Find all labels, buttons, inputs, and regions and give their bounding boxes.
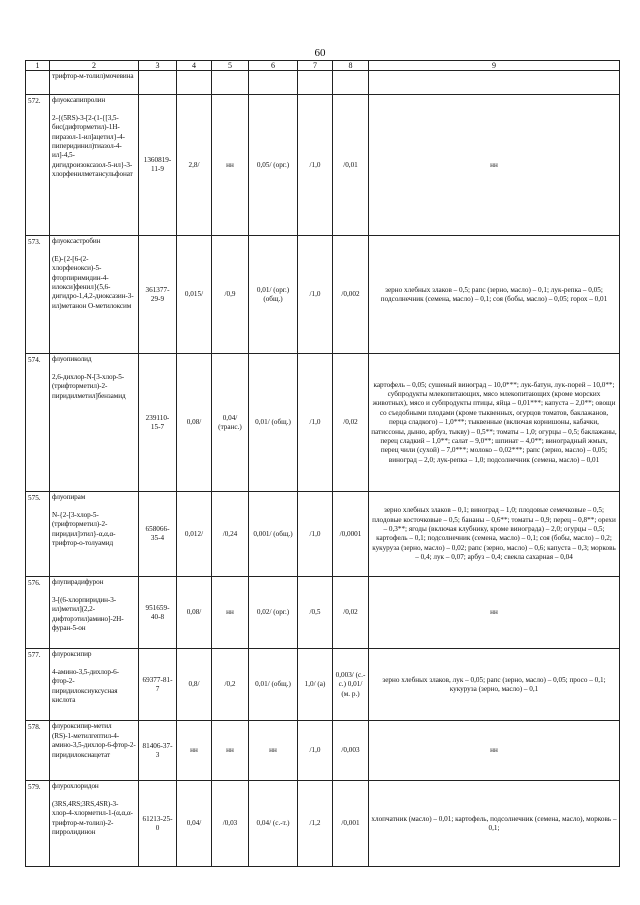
cell-col8: /0,002 xyxy=(333,236,369,354)
cell-col9 xyxy=(369,71,620,95)
row-number: 573. xyxy=(26,236,50,354)
common-name: флуопирам xyxy=(52,493,86,502)
chemical-name: 2-{(5RS)-3-[2-(1-{[3,5-бис(дифторметил)-1H-пиразол-1-ил]ацетил}-4-пиперидинил)тиазол-4-ил]-4,5-дигидроизоксазол-5-ил}-3-хлорфенилметансульфонат xyxy=(52,113,133,179)
table-row xyxy=(26,354,620,492)
cell-col9: нн xyxy=(369,721,620,781)
cell-col5: 0,04/ (транс.) xyxy=(212,354,249,492)
cell-col7: 1,0/ (а) xyxy=(298,649,333,721)
row-number: 576. xyxy=(26,577,50,649)
cell-col7: /0,5 xyxy=(298,577,333,649)
cell-col7: /1,0 xyxy=(298,354,333,492)
pesticide-table xyxy=(25,60,620,867)
chemical-name: 2,6-дихлор-N-[3-хлор-5-(трифторметил)-2-пиридилметил]бензамид xyxy=(52,372,126,400)
cell-col6: нн xyxy=(249,721,298,781)
cell-col9: нн xyxy=(369,577,620,649)
cell-col8: /0,02 xyxy=(333,354,369,492)
cell-col4: 0,015/ xyxy=(177,236,212,354)
cell-col8: /0,003 xyxy=(333,721,369,781)
header-cell: 1 xyxy=(26,61,50,71)
cell-col8: /0,02 xyxy=(333,577,369,649)
cell-col6: 0,04/ (с.-т.) xyxy=(249,781,298,867)
row-number: 574. xyxy=(26,354,50,492)
cell-col9: зерно хлебных злаков – 0,1; виноград – 1,0; плодовые семечковые – 0,5; плодовые косточковые – 0,5; бананы – 0,6**; томаты – 0,9; перец – 0,8**; орехи – 0,3**; ягоды (включая клубнику, кроме винограда) – 2,0; огурцы – 0,5; картофель – 0,1; подсолнечник (семена, масло) – 0,1; соя (бобы, масло) – 0,2; кукуруза (зерно, масло) – 0,02; рапс (зерно, масло) – 0,6; капуста – 0,3; морковь – 0,4; лук – 0,07; арбуз – 0,4; свекла сахарная – 0,04 xyxy=(369,492,620,577)
cell-col6: 0,01/ (общ.) xyxy=(249,354,298,492)
cell-col8: /0,0001 xyxy=(333,492,369,577)
table-row xyxy=(26,649,620,721)
cell-col9: картофель – 0,05; сушеный виноград – 10,0***; лук-батун, лук-порей – 10,0**; субпродукты млекопитающих, мясо млекопитающих (кроме морских животных), мясо и субпродукты птицы, яйца – 0,01***; капуста – 2,0**; овощи со съедобными плодами (кроме тыквенных, огурцов томатов, баклажанов, перца сладкого) – 1,0***; тыквенные (включая корнишоны, кабачки, патиссоны, дыню, арбуз, тыкву) – 0,5**; томаты – 1,0; огурцы – 0,5; баклажаны, перец сладкий – 1,0**; салат – 9,0**; шпинат – 4,0**; виноградный жмых, перец чили (сухой) – 7,0***; молоко – 0,02***; рапс (зерно, масло) – 0,05; виноград – 2,0; лук-репка – 1,0; подсолнечник (семена, масло) – 0,01 xyxy=(369,354,620,492)
substance-name xyxy=(50,95,139,236)
chemical-name: (3RS,4RS;3RS,4SR)-3-хлор-4-хлорметил-1-(α,α,α-трифтор-м-толил)-2-пирролидинон xyxy=(52,799,133,837)
row-number: 579. xyxy=(26,781,50,867)
substance-name xyxy=(50,649,139,721)
substance-name xyxy=(50,71,139,95)
row-number xyxy=(26,71,50,95)
cell-col4: нн xyxy=(177,721,212,781)
cas-number: 69377-81-7 xyxy=(139,649,177,721)
cas-number: 1360819-11-9 xyxy=(139,95,177,236)
chemical-name: трифтор-м-толил)мочевина xyxy=(52,72,134,81)
cell-col7 xyxy=(298,71,333,95)
substance-name xyxy=(50,721,139,781)
cell-col5: нн xyxy=(212,721,249,781)
cell-col6: 0,01/ (орг.) (общ.) xyxy=(249,236,298,354)
chemical-name: (RS)-1-метилгептил-4-амино-3,5-дихлор-6-фтор-2-пиридилоксиацетат xyxy=(52,731,136,759)
table-row xyxy=(26,236,620,354)
row-number: 578. xyxy=(26,721,50,781)
cell-col8: /0,001 xyxy=(333,781,369,867)
common-name: флуоксастробин xyxy=(52,237,101,246)
cell-col4 xyxy=(177,71,212,95)
common-name: флупирадифурон xyxy=(52,578,104,587)
header-cell: 8 xyxy=(333,61,369,71)
page-number: 60 xyxy=(314,47,326,59)
cell-col5: нн xyxy=(212,577,249,649)
cell-col9: нн xyxy=(369,95,620,236)
substance-name xyxy=(50,236,139,354)
common-name: флуопиколид xyxy=(52,355,92,364)
header-cell: 3 xyxy=(139,61,177,71)
cas-number: 951659-40-8 xyxy=(139,577,177,649)
cas-number: 239110-15-7 xyxy=(139,354,177,492)
chemical-name: N-{2-[3-хлор-5-(трифторметил)-2-пиридил]этил}-α,α,α-трифтор-о-толуамид xyxy=(52,510,116,548)
cell-col4: 0,08/ xyxy=(177,354,212,492)
substance-name xyxy=(50,354,139,492)
cell-col8: 0,003/ (с.-с.) 0,01/ (м. р.) xyxy=(333,649,369,721)
cell-col5 xyxy=(212,71,249,95)
cell-col4: 0,8/ xyxy=(177,649,212,721)
table-row xyxy=(26,492,620,577)
cell-col7: /1,0 xyxy=(298,492,333,577)
cas-number: 61213-25-0 xyxy=(139,781,177,867)
chemical-name: 4-амино-3,5-дихлор-6-фтор-2-пиридилоксиуксусная кислота xyxy=(52,667,119,705)
cell-col4: 0,08/ xyxy=(177,577,212,649)
table-row xyxy=(26,577,620,649)
cell-col7: /1,2 xyxy=(298,781,333,867)
cell-col9: зерно хлебных злаков, лук – 0,05; рапс (зерно, масло) – 0,05; просо – 0,1; кукуруза (зерно, масло) – 0,1 xyxy=(369,649,620,721)
common-name: флуроксипир xyxy=(52,650,92,659)
cas-number: 658066-35-4 xyxy=(139,492,177,577)
cell-col5: /0,2 xyxy=(212,649,249,721)
cell-col5: /0,9 xyxy=(212,236,249,354)
cell-col4: 0,012/ xyxy=(177,492,212,577)
cell-col9: хлопчатник (масло) – 0,01; картофель, подсолнечник (семена, масло), морковь – 0,1; xyxy=(369,781,620,867)
cas-number: 361377-29-9 xyxy=(139,236,177,354)
common-name: флуоксапипролин xyxy=(52,96,106,105)
substance-name xyxy=(50,492,139,577)
table-row xyxy=(26,71,620,95)
substance-name xyxy=(50,781,139,867)
header-cell: 6 xyxy=(249,61,298,71)
cell-col5: /0,03 xyxy=(212,781,249,867)
cell-col7: /1,0 xyxy=(298,721,333,781)
table-row xyxy=(26,721,620,781)
cell-col6: 0,02/ (орг.) xyxy=(249,577,298,649)
header-cell: 2 xyxy=(50,61,139,71)
header-cell: 4 xyxy=(177,61,212,71)
cell-col5: нн xyxy=(212,95,249,236)
row-number: 572. xyxy=(26,95,50,236)
common-name: флуроксипир-метил xyxy=(52,722,112,731)
cell-col8: /0,01 xyxy=(333,95,369,236)
header-row xyxy=(26,61,620,71)
cell-col7: /1,0 xyxy=(298,236,333,354)
cell-col5: /0,24 xyxy=(212,492,249,577)
cell-col8 xyxy=(333,71,369,95)
cell-col6: 0,001/ (общ.) xyxy=(249,492,298,577)
cell-col6 xyxy=(249,71,298,95)
row-number: 575. xyxy=(26,492,50,577)
table-row xyxy=(26,95,620,236)
chemical-name: 3-[(6-хлорпиридин-3-ил)метил](2,2-дифторэтил)амино]-2H-фуран-5-он xyxy=(52,595,124,633)
row-number: 577. xyxy=(26,649,50,721)
cell-col7: /1,0 xyxy=(298,95,333,236)
cas-number: 81406-37-3 xyxy=(139,721,177,781)
header-cell: 7 xyxy=(298,61,333,71)
cell-col6: 0,05/ (орг.) xyxy=(249,95,298,236)
cas-number xyxy=(139,71,177,95)
chemical-name: (E)-{2-[6-(2-хлорфенокси)-5-фторпиримидин-4-илокси]фенил}(5,6-дигидро-1,4,2-диоксазин-3-ил)метанон O-метилоксим xyxy=(52,254,134,310)
cell-col4: 0,04/ xyxy=(177,781,212,867)
header-cell: 9 xyxy=(369,61,620,71)
cell-col9: зерно хлебных злаков – 0,5; рапс (зерно, масло) – 0,1; лук-репка – 0,05; подсолнечник (семена, масло) – 0,1; соя (бобы, масло) – 0,05; горох – 0,01 xyxy=(369,236,620,354)
header-cell: 5 xyxy=(212,61,249,71)
table-row xyxy=(26,781,620,867)
cell-col4: 2,8/ xyxy=(177,95,212,236)
substance-name xyxy=(50,577,139,649)
cell-col6: 0,01/ (общ.) xyxy=(249,649,298,721)
common-name: флурохлоридон xyxy=(52,782,99,791)
